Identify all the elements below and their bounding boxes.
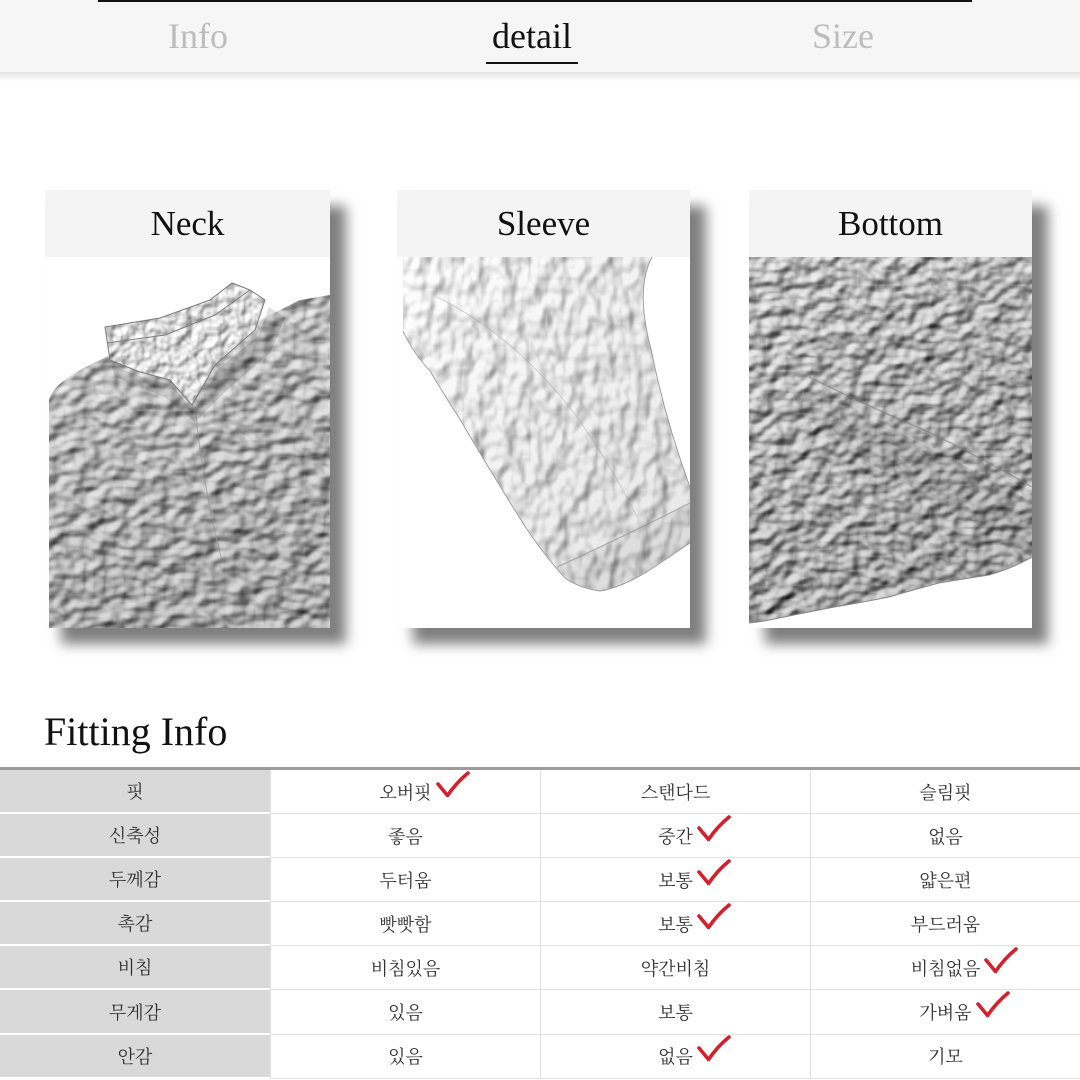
bottom-detail-photo [749,257,1032,628]
fitting-info-table [0,767,1080,1079]
fit-option-label: 보통 [658,1003,693,1024]
fit-option-label: 약간비침 [640,958,711,979]
fit-option [919,999,971,1025]
detail-card-neck [45,190,330,628]
check-mark-stroke [699,861,729,884]
fit-option-cell [540,1035,810,1079]
fit-option-label: 가벼움 [919,1003,972,1024]
fit-option-cell [270,902,540,946]
fit-option-label: 중간 [658,826,693,847]
fit-option-label: 얇은편 [919,870,972,891]
fit-option-label: 두터움 [379,870,432,891]
fit-option-cell [810,1035,1080,1079]
check-mark-stroke [978,993,1008,1016]
fit-category-cell [0,990,270,1034]
detail-card-bottom [749,190,1032,628]
fit-option-label: 스탠다드 [640,782,711,803]
fit-option [658,999,693,1025]
fit-option [388,999,423,1025]
tab-size[interactable]: Size [812,16,874,56]
fit-option-label: 보통 [658,870,693,891]
fit-option-label: 빳빳함 [379,914,432,935]
detail-card-title: Neck [45,190,330,257]
fit-option-cell [540,990,810,1034]
fit-option [371,955,441,981]
fit-option-cell [270,1035,540,1079]
check-mark-stroke [699,817,729,840]
fit-option-label: 없음 [658,1047,693,1068]
fit-option-cell [810,902,1080,946]
fit-option [919,779,971,805]
tab-bar-shadow [0,72,1080,81]
check-mark-stroke [438,773,468,796]
fit-option-label: 부드러움 [910,914,981,935]
fit-option-cell [810,814,1080,858]
fit-category-label: 안감 [117,1046,153,1067]
fit-option-cell [270,858,540,902]
fit-option-label: 보통 [658,914,693,935]
tab-bar [0,0,1080,72]
fit-option [911,911,981,937]
fit-row [0,858,1080,902]
fit-option [388,823,423,849]
detail-card-title: Sleeve [397,190,690,257]
fit-category-label: 핏 [126,782,144,803]
fit-option-label: 있음 [388,1047,423,1068]
sleeve-detail-photo [397,257,690,628]
check-icon [697,903,731,931]
fit-row [0,814,1080,858]
fit-category-label: 촉감 [117,914,153,935]
check-icon [697,1035,731,1063]
fit-option-cell [540,814,810,858]
fit-row [0,990,1080,1034]
fit-option-cell [540,946,810,990]
fit-category-label: 두께감 [108,870,162,891]
check-icon [697,859,731,887]
fit-option [379,867,431,893]
fit-option-label: 없음 [928,826,963,847]
fit-option-cell [270,814,540,858]
fit-option [658,867,693,893]
neck-detail-photo [45,257,330,628]
fit-option-cell [270,770,540,814]
tab-info[interactable]: Info [168,16,228,56]
check-mark-stroke [986,949,1016,972]
fit-row [0,1035,1080,1079]
detail-card-sleeve [397,190,690,628]
fit-category-label: 신축성 [108,826,162,847]
check-icon [984,947,1018,975]
top-divider [98,0,972,2]
check-icon [697,815,731,843]
check-mark-stroke [699,905,729,928]
tab-detail[interactable]: detail [486,14,578,58]
fit-option-label: 비침있음 [370,958,441,979]
fit-option [379,779,431,805]
fitting-info-title: Fitting Info [44,709,228,754]
detail-card-title: Bottom [749,190,1032,257]
fit-option-label: 비침없음 [910,958,981,979]
fit-row [0,946,1080,990]
fit-option [388,1043,423,1069]
fit-option-cell [270,990,540,1034]
fit-option [658,911,693,937]
fit-option-label: 좋음 [388,826,423,847]
fit-option [379,911,431,937]
fit-category-cell [0,770,270,814]
fit-option [919,867,971,893]
fit-option-label: 슬림핏 [919,782,972,803]
fit-option [658,823,693,849]
fit-category-label: 비침 [117,958,153,979]
fit-option-label: 기모 [928,1047,963,1068]
fit-category-label: 무게감 [108,1002,162,1023]
fit-row [0,902,1080,946]
fit-option-label: 있음 [388,1003,423,1024]
fit-option [641,779,711,805]
fit-option-cell [810,770,1080,814]
fit-category-cell [0,946,270,990]
fit-option-cell [540,902,810,946]
fit-option-cell [810,990,1080,1034]
fit-option [911,955,981,981]
fit-option-cell [810,946,1080,990]
fit-category-cell [0,902,270,946]
fit-option-cell [810,858,1080,902]
fit-category-cell [0,1035,270,1079]
fit-category-cell [0,858,270,902]
fit-row [0,770,1080,814]
fit-option-cell [270,946,540,990]
fit-option [658,1043,693,1069]
fit-option-cell [540,858,810,902]
check-mark-stroke [699,1037,729,1060]
check-icon [976,991,1010,1019]
check-icon [436,771,470,799]
fit-option [641,955,711,981]
fit-option-cell [540,770,810,814]
fit-option [928,823,963,849]
fit-category-cell [0,814,270,858]
fit-option-label: 오버핏 [379,782,432,803]
fit-option [928,1043,963,1069]
